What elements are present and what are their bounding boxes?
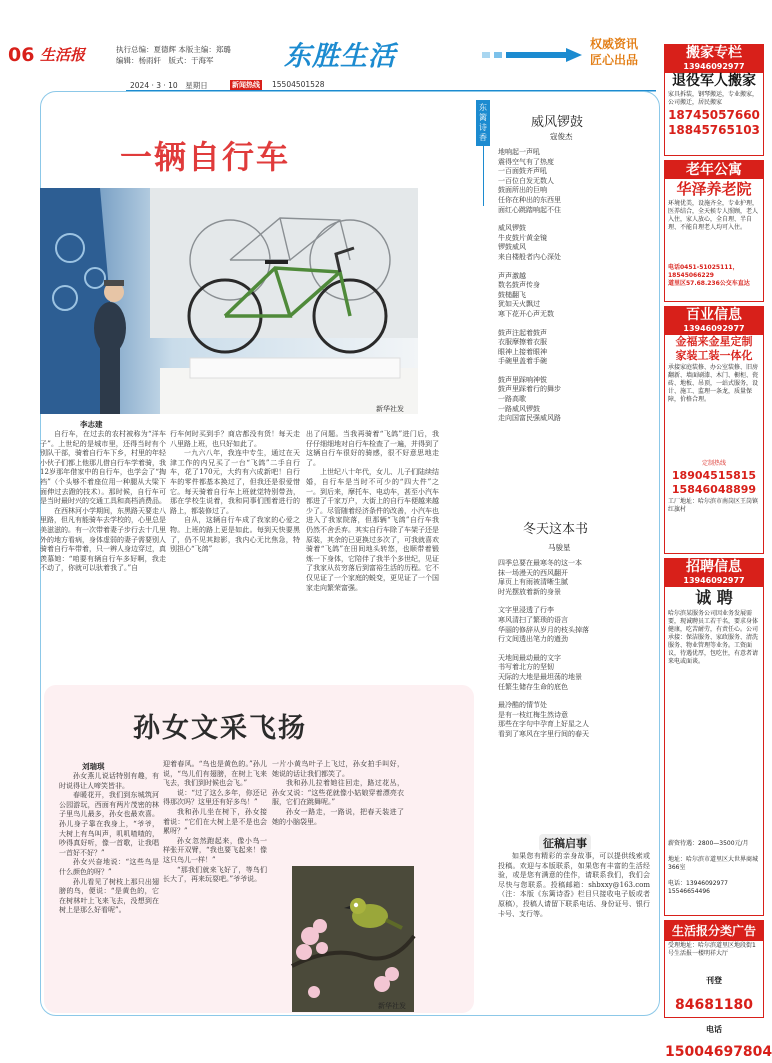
ad-phone: 电话0451-51025111，18545066229 [668, 264, 739, 279]
ad-phone-label: 刊登 [706, 976, 722, 985]
slogan-line: 权威资讯 [590, 37, 639, 51]
poem-line: 一路高歌 [498, 395, 526, 404]
poem-line: 天地间最动最的文字 [498, 653, 561, 662]
paragraph: “那我们就来飞好了，等鸟们长大了，再来玩耍吧。”爷爷说。 [163, 865, 267, 884]
poem-line: 鼓声注起着鼓声 [498, 328, 547, 337]
poem-line: 书写着北方的坚韧 [498, 663, 554, 672]
bicycle-photo-illustration [40, 188, 418, 414]
arrow-decoration-icon [482, 48, 582, 62]
ad-phone: 84681180 [675, 997, 753, 1013]
ad-phone: 15004697804 [665, 1044, 772, 1060]
article-column [306, 430, 439, 662]
poem-line: 是有一枝红梅生然诗意 [498, 710, 568, 719]
article-column [272, 760, 404, 866]
ad-phone: 电话：13946092977 15546654496 [668, 880, 728, 895]
poem-line: 扉页上有雨被清晰生腻 [498, 578, 568, 587]
classified-ads-column [664, 40, 772, 1060]
ad-text: 受理地址：哈尔滨道里区地段街1号生活报一楼明祥大厅 [668, 942, 756, 957]
ad-subtitle: 家装工装一体化 [675, 349, 753, 362]
poem-line: 鼓面所出的巨响 [498, 186, 547, 195]
article-column [59, 772, 159, 1012]
editor-line: 执行总编：夏德辉 本版主编：郑璐 [116, 45, 231, 54]
paragraph: 一片小黄鸟叶子上飞过，孙女拍手叫好，她说的话让我们都笑了。 [272, 760, 404, 778]
poem-line: 寒风清扫了繁琐的语言 [498, 615, 568, 624]
ad-phone-row [665, 1017, 772, 1063]
poem-line: 一百面鼓齐声吼 [498, 167, 547, 176]
call-for-submissions-text [498, 852, 650, 1014]
poem-line: 四季总要在最寒冬的这一本 [498, 559, 582, 567]
ad-header: 搬家专栏 [665, 45, 763, 61]
poem-stanza [498, 148, 642, 215]
ad-header: 老年公寓 [665, 161, 763, 179]
poem-stanza [498, 272, 642, 320]
ad-phone: 18904515815 [671, 469, 757, 482]
issue-date: 2024 · 3 · 10 星期日 [130, 81, 208, 90]
poem-author: 马骏星 [548, 543, 571, 552]
ad-address: 地址：哈尔滨市道里区大世界商城366室 [668, 856, 759, 871]
poem-line: 任你在种出的东西里 [498, 195, 561, 204]
editor-credits [116, 44, 231, 66]
ad-classified [664, 920, 772, 1060]
column-tag [476, 100, 490, 220]
poem-line: 抹一场漫天的西风翻开 [498, 568, 568, 577]
bicycle-exhibit-photo [40, 188, 418, 414]
poem-author: 寇俊杰 [550, 132, 573, 141]
poem-line: 牛皮鼓片黄金镜 [498, 233, 547, 242]
ad-moving [664, 44, 764, 156]
poem-title: 威风锣鼓 [531, 115, 584, 130]
poem-line: 锣鼓威风 [498, 243, 526, 252]
page-number: 06 [8, 44, 35, 66]
editor-line: 编辑：杨雨轩 版式：于海军 [116, 56, 214, 65]
poem-line: 衣服摩擦着衣服 [498, 338, 547, 347]
article-author: 刘瑞琪 [82, 762, 105, 771]
ad-phone: 18745057660 [668, 108, 760, 122]
poem-line: 行文间透出笔力的遒劲 [498, 635, 568, 644]
article-column [40, 430, 166, 662]
poem-stanza [498, 329, 642, 367]
ad-header: 生活报分类广告 [665, 921, 763, 941]
ad-text: 承接家庭装修、办公室装修、旧房翻新、墙面刷漆、木门、橱柜、瓷砖、地板、吊顶，一站式服务，设计、施工、监理一条龙，质量保障，价格合理。 [668, 364, 759, 403]
ad-hotline-label: 定制热线 [701, 460, 726, 467]
ad-address: 工厂地址：哈尔滨市南岗区王岗镇红旗村 [668, 498, 759, 513]
poem-line: 最冷酷的情节处 [498, 701, 547, 710]
ad-phone: 15846048899 [671, 483, 757, 496]
hotline-label: 新闻热线 [232, 81, 260, 89]
paragraph: 孙女燕儿说话特别有趣，有时说得让人啼笑皆非。 [59, 772, 159, 790]
poem-stanza [498, 376, 642, 424]
poem-line: 文字里浸透了行李 [498, 606, 554, 615]
poem-line: 看到了寒风在字里行间的春天 [498, 729, 589, 738]
poem-line: 一百位白发无数人 [498, 176, 554, 185]
paragraph: 说：“过了这么多年，你还记得那次吗？这里还有好多鸟！” [163, 788, 267, 807]
ad-title: 华泽养老院 [676, 180, 752, 198]
poem-line: 时光摆放着新的身景 [498, 587, 561, 596]
paragraph: 孙女一路走，一路说，把春天装进了她的小脑袋里。 [272, 807, 404, 826]
hotline-number: 15504501528 [272, 80, 325, 89]
headline-granddaughter: 孙女文采飞扬 [133, 713, 307, 744]
poem-line: 声声激越 [498, 271, 526, 280]
poem-line: 来自楼般者内心深处 [498, 252, 561, 261]
ad-elderly-home [664, 160, 764, 302]
poem-line: 犹如天火飘过 [498, 300, 540, 309]
ad-header: 招聘信息 [665, 559, 763, 575]
poem-stanza [498, 224, 642, 262]
poem-line: 面红心跳踏响起不住 [498, 205, 561, 214]
photo-credit: 新华社发 [376, 405, 404, 413]
poem-line: 震得空气有了热度 [498, 157, 554, 166]
article-column [170, 430, 300, 662]
paragraph: 在西林河小学期间，东黑路天要走八里路，但凡有能骑车去学校的，心里总是美滋滋的。有一次带着妻子步行去十几里外的地方看病，身体虚弱的妻子需要别人骑着自行车带着，只一辨人身边穿过，真羡慕她：“咱要有辆自行车多好啊，我走不动了，你就可以驮着我了。”自 [40, 506, 166, 573]
paragraph: 迎着春风。“鸟也是黄色的。”孙儿说，“鸟儿们有翅膀，在树上飞来飞去，我们到时候也会飞。” [163, 760, 267, 788]
paragraph: 自行车，在过去的农村被称为“洋车子”。上世纪的是城市里，还得当时有个别队干部，骑着自行车下乡，村里的年轻小伙子们都上他那儿借自行车学着骑，我12岁那年借家中的自行车，也学会了“掏裆”（个头够不着座位用一种腿从大梁下面伸过去蹬的技术）。那时候，自行车可是当时最时兴的交通工具和高档消费品。 [40, 430, 166, 506]
paragraph: 上世纪八十年代，女儿、儿子们陆续结婚，自行车是当时不可少的“四大件”之一。到后来，摩托车、电动车，甚至小汽车都进了千家万户，大街上的自行车便越来越少了。尽管随着经济条件的改善，小汽车也进入了我家院落，但那辆“飞鸽”自行车我仍然不舍丢弃。其实自行车除了车架子还是原装，其余的已更换过多次了，可我就喜欢骑着“飞鸽”在田间地头转悠，也顺带着锻炼一下身体，它陪伴了我半个多世纪，见证了我家从贫穷落后到富裕生活的历程。它不仅见证了一个家庭的蜕变，更见证了一个国家走向繁荣富强。 [306, 468, 439, 592]
bird-blossom-photo [292, 866, 414, 1012]
ad-text: 家具拆装，钢琴搬运，专业搬家，公司搬迁，居民搬家 [668, 91, 759, 106]
poem-line: 威风锣鼓 [498, 224, 526, 233]
poem-line: 鼓槌翻飞 [498, 290, 526, 299]
paragraph: 孙女忽然跑起来，像小鸟一样张开双臂，“我也要飞起来！像这只鸟儿一样！” [163, 836, 267, 864]
slogan [590, 36, 638, 68]
article-column [163, 760, 267, 1014]
paragraph: 行车何时买到手？商店都没有货！每天走八里路上班，也只好如此了。 [170, 430, 300, 448]
ad-phone: 18845765103 [668, 123, 760, 137]
photo-credit: 新华社发 [378, 1002, 406, 1010]
ad-wage: 薪资待遇：2800—3500元/月 [668, 840, 749, 847]
bird-photo-illustration [292, 866, 414, 1012]
paragraph: 一九六八年，我连中专生，通过在天津工作的内兄买了一台“飞鸽”二手自行车，花了170元，大约有六成新吧！自行车的零件都基本换过了，但我还是很爱惜它。每天骑着自行车上班就觉特别带劲，那在学校生说着，我和同事们围着进行的路上，都装修过了。 [170, 449, 300, 515]
ad-phone-label: 电话 [706, 1025, 722, 1034]
poem-body [498, 148, 642, 498]
ad-text: 环境优美，设施齐全，专业护理，医养结合，全天候专人照顾，老人入住，家人放心，全自理、半自理、不能自理老人均可入住。 [668, 200, 759, 231]
ad-phone: 13946092977 [665, 575, 763, 587]
ad-address: 道里区57.68.236公交车直达 [668, 280, 750, 287]
poem-line: 鼓声里踩响神钹 [498, 375, 547, 384]
paragraph: 出了问题。当我再骑着“飞鸽”进门后，我仔仔细细地对自行车检查了一遍，并得到了这辆自行车很好的骑感，很不好意思地走了。 [306, 430, 439, 467]
ad-business-info [664, 306, 764, 554]
headline-bicycle: 一辆自行车 [120, 138, 291, 176]
poem-line: 一路威风锣鼓 [498, 404, 540, 413]
paragraph: 我和孙儿坐在树下，孙女接着说：“它们在大树上是不是也会累呀？” [163, 807, 267, 836]
ad-title: 金福来金星定制 [675, 335, 753, 348]
poem-title: 冬天这本书 [523, 522, 589, 537]
paragraph: 我和孙儿拉着她往回走，路过花丛，孙女又说：“这些花就像小姑娘穿着漂亮衣服，它们在跳舞呢。” [272, 779, 404, 807]
poem-line: 鼓声里踩着行的舞步 [498, 385, 561, 394]
poem-line: 地响起一声吼 [498, 148, 540, 156]
ad-phone: 13946092977 [665, 323, 763, 335]
article-author: 李志建 [80, 420, 103, 429]
poem-line: 手碗里盖着手碗 [498, 357, 547, 366]
slogan-line: 匠心出品 [590, 53, 639, 67]
ad-phone-row [665, 967, 763, 1017]
ad-title: 诚 聘 [695, 588, 733, 607]
ad-recruitment [664, 558, 764, 916]
poem-stanza [498, 559, 648, 597]
poem-line: 寒下花开心声无数 [498, 309, 554, 318]
poem-stanza [498, 654, 648, 692]
paragraph: 春暖花开，我们到东城筑河公园游玩，西面有两片茂密的林子里鸟儿最多，孙女也最欢喜。孙儿身子靠在我身上，“爷爷，大树上有鸟叫声，叽叽喳喳的，吵得真好听，像一首歌，让我唱一首好不好？” [59, 791, 159, 857]
ad-phone: 13946092977 [665, 61, 763, 73]
paragraph: 孙女兴奋地说：“这些鸟是什么颜色的呀？” [59, 858, 159, 876]
paragraph: 自从，这辆自行车成了我家的心爱之物。上班的路上更是如此。每到天快要黑了，仍不见其踪影，我内心无比焦急，特别担心“飞鸽” [170, 516, 300, 554]
poem-line: 任繁生储存生命的底色 [498, 682, 568, 691]
poem-stanza [498, 701, 648, 739]
section-title: 东胜生活 [284, 41, 396, 72]
paragraph: 如果您有精彩的亲身故事，可以提供线索或投稿。欢迎与本版联系，如果您有丰富的生活经验，或是您有满意的佳作，请联系我们，我们会尽快与您联系。投稿邮箱：shbxxy@163.com（注：本版《东篱诗香》栏目只接收电子版或者原稿），投稿人请留下联系电话、身份证号、银行卡号、支行等。 [498, 852, 650, 918]
brand-logo: 生活报 [40, 46, 86, 64]
poem-stanza [498, 606, 648, 644]
poem-line: 华丽的修辞从岁月的枝头掉落 [498, 625, 589, 634]
poem-body [498, 559, 648, 811]
column-tag-label: 东篱诗香 [476, 100, 490, 146]
paragraph: 孙儿看见了树枝上那只出翅膀的鸟，便说：“是黄色的，它在树林叶上飞来飞去，没想到在树上是那么好看呢”。 [59, 877, 159, 915]
ad-text: 哈尔滨某服务公司因业务发展需要，现诚聘员工若干名，要求身体健康，吃苦耐劳，有责任心。公司承接：保洁服务、家政服务、清洗服务、物业管理等业务。工资面议，待遇优厚，包吃住，有意者请来电或面谈。 [668, 610, 759, 665]
ad-header: 百业信息 [665, 307, 763, 323]
poem-line: 数名鼓声传身 [498, 281, 540, 290]
poem-line: 天际的大地是最坦荡的地景 [498, 672, 582, 681]
ad-title: 退役军人搬家 [672, 73, 756, 89]
poem-line: 那些在字句中孕育上好星之人 [498, 720, 589, 729]
poem-line: 眼神上接着眼神 [498, 347, 547, 356]
tag-line [483, 146, 484, 206]
poem-line: 走向国富民强威风路 [498, 414, 561, 423]
call-for-submissions-title: 征稿启事 [539, 834, 591, 852]
